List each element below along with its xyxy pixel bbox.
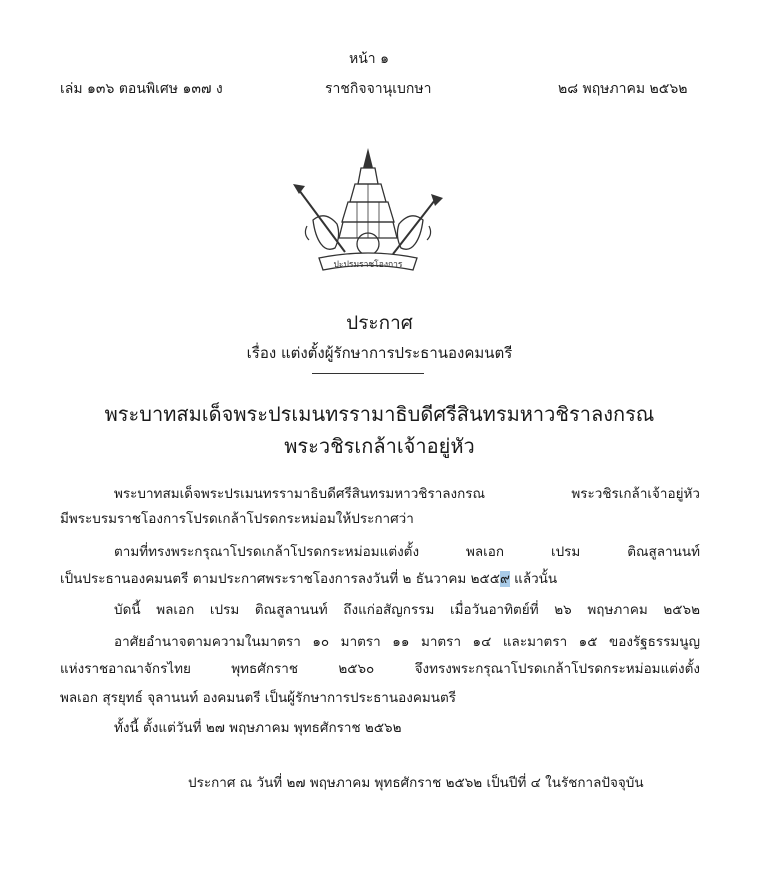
king-name-line-2: พระวชิรเกล้าเจ้าอยู่หัว bbox=[284, 434, 475, 458]
gazette-name: ราชกิจจานุเบกษา bbox=[325, 81, 432, 97]
gazette-date: ๒๘ พฤษภาคม ๒๕๖๒ bbox=[558, 81, 688, 97]
closing-line: ประกาศ ณ วันที่ ๒๗ พฤษภาคม พุทธศักราช ๒๕๖๒ เป็นปีที่ ๔ ในรัชกาลปัจจุบัน bbox=[188, 775, 644, 791]
body-line: มีพระบรมราชโองการโปรดเกล้าโปรดกระหม่อมให้ประกาศว่า bbox=[60, 511, 414, 527]
body-line: ทั้งนี้ ตั้งแต่วันที่ ๒๗ พฤษภาคม พุทธศักราช ๒๕๖๒ bbox=[114, 720, 402, 736]
body-line: พระบาทสมเด็จพระปรเมนทรรามาธิบดีศรีสินทรมหาวชิราลงกรณ พระวชิรเกล้าเจ้าอยู่หัว bbox=[114, 486, 700, 502]
text-selection-highlight: ๙ bbox=[499, 571, 510, 587]
royal-garuda-crest-icon bbox=[283, 140, 453, 280]
body-line-text: เป็นประธานองคมนตรี ตามประกาศพระราชโองการลงวันที่ ๒ ธันวาคม ๒๕๕ bbox=[60, 571, 500, 587]
body-line: อาศัยอำนาจตามความในมาตรา ๑๐ มาตรา ๑๑ มาตรา ๑๔ และมาตรา ๑๕ ของรัฐธรรมนูญ bbox=[114, 634, 700, 650]
body-line: แห่งราชอาณาจักรไทย พุทธศักราช ๒๕๖๐ จึงทรงพระกรุณาโปรดเกล้าโปรดกระหม่อมแต่งตั้ง bbox=[60, 661, 700, 677]
crest-motto: ปะปรมราชโองการ bbox=[333, 260, 403, 270]
body-line: พลเอก สุรยุทธ์ จุลานนท์ องคมนตรี เป็นผู้รักษาการประธานองคมนตรี bbox=[60, 690, 456, 706]
page-number: หน้า ๑ bbox=[349, 51, 389, 67]
king-name-line-1: พระบาทสมเด็จพระปรเมนทรรามาธิบดีศรีสินทรมหาวชิราลงกรณ bbox=[104, 402, 655, 426]
announcement-title: ประกาศ bbox=[346, 312, 413, 334]
body-line-text: แล้วนั้น bbox=[509, 571, 558, 587]
title-divider bbox=[312, 373, 424, 374]
body-line bbox=[60, 567, 557, 589]
announcement-subject: เรื่อง แต่งตั้งผู้รักษาการประธานองคมนตรี bbox=[246, 344, 513, 362]
body-line: ตามที่ทรงพระกรุณาโปรดเกล้าโปรดกระหม่อมแต่งตั้ง พลเอก เปรม ติณสูลานนท์ bbox=[114, 544, 700, 560]
body-line: บัดนี้ พลเอก เปรม ติณสูลานนท์ ถึงแก่อสัญกรรม เมื่อวันอาทิตย์ที่ ๒๖ พฤษภาคม ๒๕๖๒ bbox=[114, 602, 700, 618]
gazette-volume: เล่ม ๑๓๖ ตอนพิเศษ ๑๓๗ ง bbox=[60, 81, 223, 97]
